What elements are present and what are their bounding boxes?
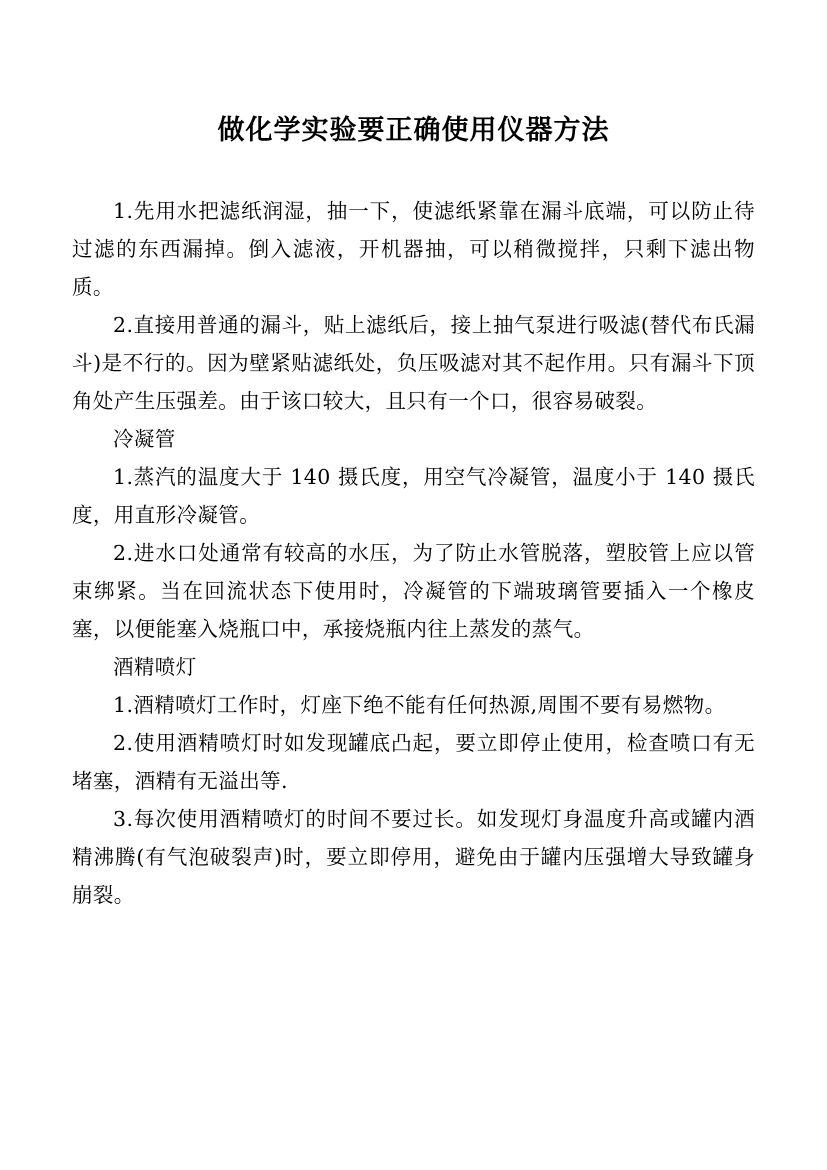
- document-body: [72, 192, 755, 914]
- paragraph: 2.直接用普通的漏斗，贴上滤纸后，接上抽气泵进行吸滤(替代布氏漏斗)是不行的。因为壁紧贴滤纸处，负压吸滤对其不起作用。只有漏斗下顶角处产生压强差。由于该口较大，且只有一个口，很容易破裂。: [72, 312, 755, 413]
- paragraph: 2.使用酒精喷灯时如发现罐底凸起，要立即停止使用，检查喷口有无堵塞，酒精有无溢出等.: [72, 730, 755, 793]
- page-title: 做化学实验要正确使用仪器方法: [217, 115, 610, 146]
- paragraph: 3.每次使用酒精喷灯的时间不要过长。如发现灯身温度升高或罐内酒精沸腾(有气泡破裂声)时，要立即停用，避免由于罐内压强增大导致罐身崩裂。: [72, 806, 755, 907]
- paragraph: 2.进水口处通常有较高的水压，为了防止水管脱落，塑胶管上应以管束绑紧。当在回流状态下使用时，冷凝管的下端玻璃管要插入一个橡皮塞，以便能塞入烧瓶口中，承接烧瓶内往上蒸发的蒸气。: [72, 540, 755, 641]
- paragraph: 1.蒸汽的温度大于 140 摄氏度，用空气冷凝管，温度小于 140 摄氏度，用直形冷凝管。: [72, 464, 755, 527]
- paragraph: 1.酒精喷灯工作时，灯座下绝不能有任何热源,周围不要有易燃物。: [113, 692, 726, 717]
- section-heading: 酒精喷灯: [113, 654, 197, 679]
- section-heading: 冷凝管: [113, 426, 176, 451]
- paragraph: 1.先用水把滤纸润湿，抽一下，使滤纸紧靠在漏斗底端，可以防止待过滤的东西漏掉。倒入滤液，开机器抽，可以稍微搅拌，只剩下滤出物质。: [72, 198, 755, 299]
